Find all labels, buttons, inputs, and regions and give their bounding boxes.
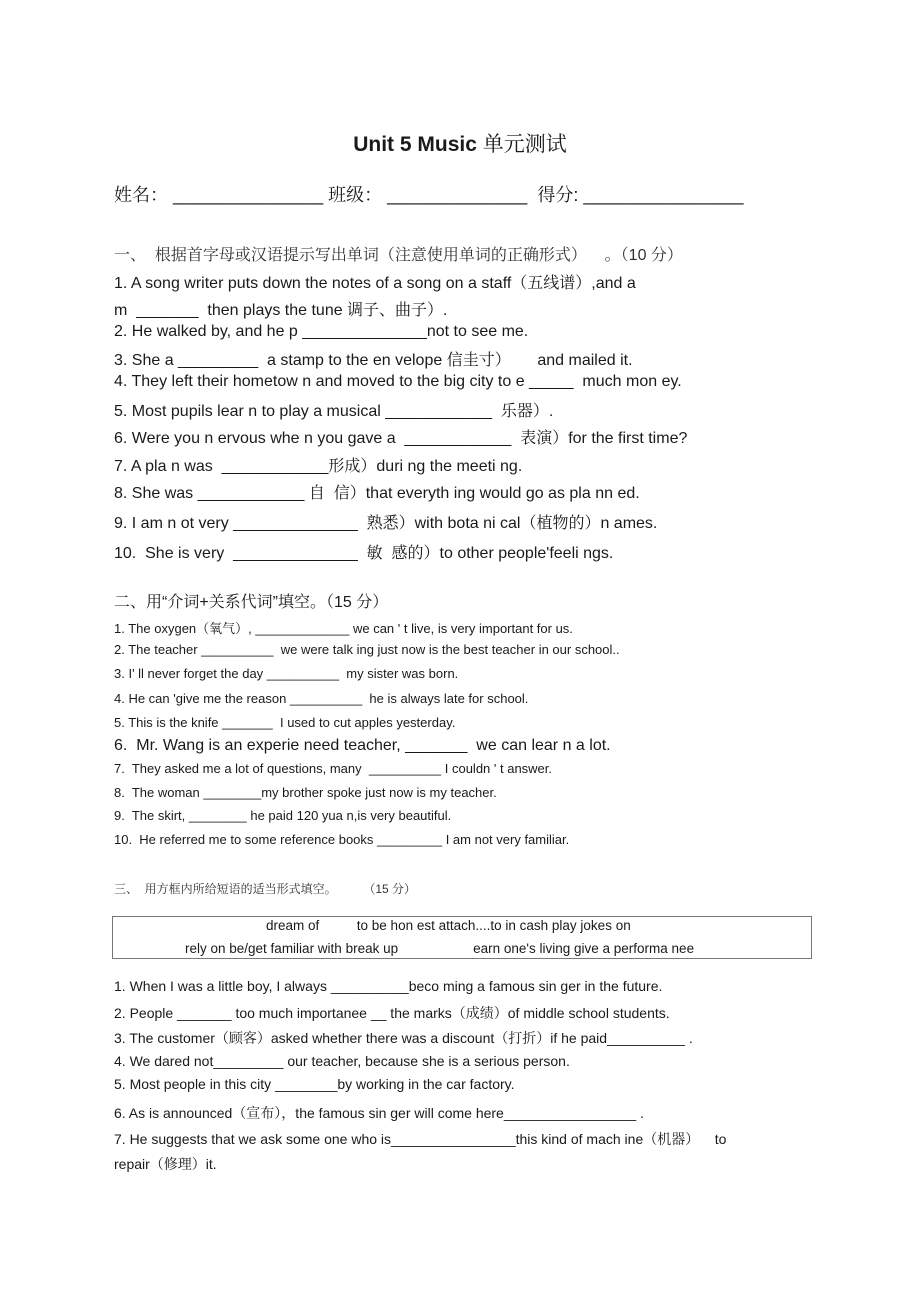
s3-line-8: repair（修理）it. (114, 1156, 217, 1172)
phrase-box-row-2: rely on be/get familiar with break up earn one's living give a performa nee (185, 941, 695, 956)
s3-line-7: 7. He suggests that we ask some one who is________________this kind of mach ine（机器） to (114, 1131, 727, 1147)
s1-line-1: 1. A song writer puts down the notes of a song on a staff（五线谱）,and a (114, 275, 636, 292)
s2-line-8: 8. The woman ________my brother spoke just now is my teacher. (114, 785, 497, 800)
s2-line-9: 9. The skirt, ________ he paid 120 yua n,is very beautiful. (114, 808, 452, 823)
s2-line-2: 2. The teacher __________ we were talk ing just now is the best teacher in our school.. (114, 642, 620, 657)
s1-line-10: 9. I am n ot very ______________ 熟悉）with bota ni cal（植物的）n ames. (114, 515, 658, 532)
student-info-line: 姓名： _______________ 班级： ______________ 得分: ________________ (114, 185, 744, 205)
s3-line-1: 1. When I was a little boy, I always __________beco ming a famous sin ger in the future. (114, 978, 663, 994)
page-title (0, 128, 920, 158)
s3-line-4: 4. We dared not_________ our teacher, because she is a serious person. (114, 1053, 570, 1069)
s1-line-5: 4. They left their hometow n and moved to the big city to e _____ much mon ey. (114, 373, 682, 390)
s2-line-7: 7. They asked me a lot of questions, many __________ I couldn ' t answer. (114, 761, 553, 776)
phrase-box (112, 916, 812, 959)
s2-line-3: 3. I' ll never forget the day __________ my sister was born. (114, 666, 459, 681)
s3-line-2: 2. People _______ too much importanee __ the marks（成绩）of middle school students. (114, 1005, 670, 1021)
s3-line-3: 3. The customer（顾客）asked whether there was a discount（打折）if he paid__________ . (114, 1030, 693, 1046)
s1-line-6: 5. Most pupils lear n to play a musical ____________ 乐器）. (114, 403, 554, 420)
s1-line-9: 8. She was ____________ 自 信）that everyth ing would go as pla nn ed. (114, 485, 640, 502)
s2-line-6: 6. Mr. Wang is an experie need teacher, _______ we can lear n a lot. (114, 737, 611, 754)
s1-line-7: 6. Were you n ervous whe n you gave a ____________ 表演）for the first time? (114, 430, 688, 447)
section2-heading: 二、用“介词+关系代词”填空。（15 分） (114, 594, 389, 611)
section3-heading: 三、 用方框内所给短语的适当形式填空。 （15 分） (114, 882, 417, 896)
s3-line-5: 5. Most people in this city ________by working in the car factory. (114, 1076, 515, 1092)
s1-line-2: m _______ then plays the tune 调子、曲子）. (114, 302, 448, 319)
s3-line-6: 6. As is announced（宣布），the famous sin ger will come here_________________ . (114, 1105, 644, 1121)
section1-heading: 一、 根据首字母或汉语提示写出单词（注意使用单词的正确形式） 。（10 分） (114, 247, 683, 264)
s1-line-8: 7. A pla n was ____________形成）duri ng the meeti ng. (114, 458, 523, 475)
s2-line-1: 1. The oxygen（氧气）, _____________ we can ' t live, is very important for us. (114, 621, 573, 636)
s1-line-3: 2. He walked by, and he p ______________not to see me. (114, 323, 529, 340)
s2-line-10: 10. He referred me to some reference books _________ I am not very familiar. (114, 832, 570, 847)
title-english: Unit 5 Music (353, 133, 477, 156)
title-chinese: 单元测试 (482, 133, 567, 156)
s1-line-11: 10. She is very ______________ 敏 感的）to other people'feeli ngs. (114, 545, 614, 562)
s2-line-4: 4. He can 'give me the reason __________ he is always late for school. (114, 691, 529, 706)
phrase-box-row-1: dream of to be hon est attach....to in cash play jokes on (266, 918, 631, 933)
s2-line-5: 5. This is the knife _______ I used to cut apples yesterday. (114, 715, 456, 730)
s1-line-4: 3. She a _________ a stamp to the en velope 信圭寸） and mailed it. (114, 352, 633, 369)
